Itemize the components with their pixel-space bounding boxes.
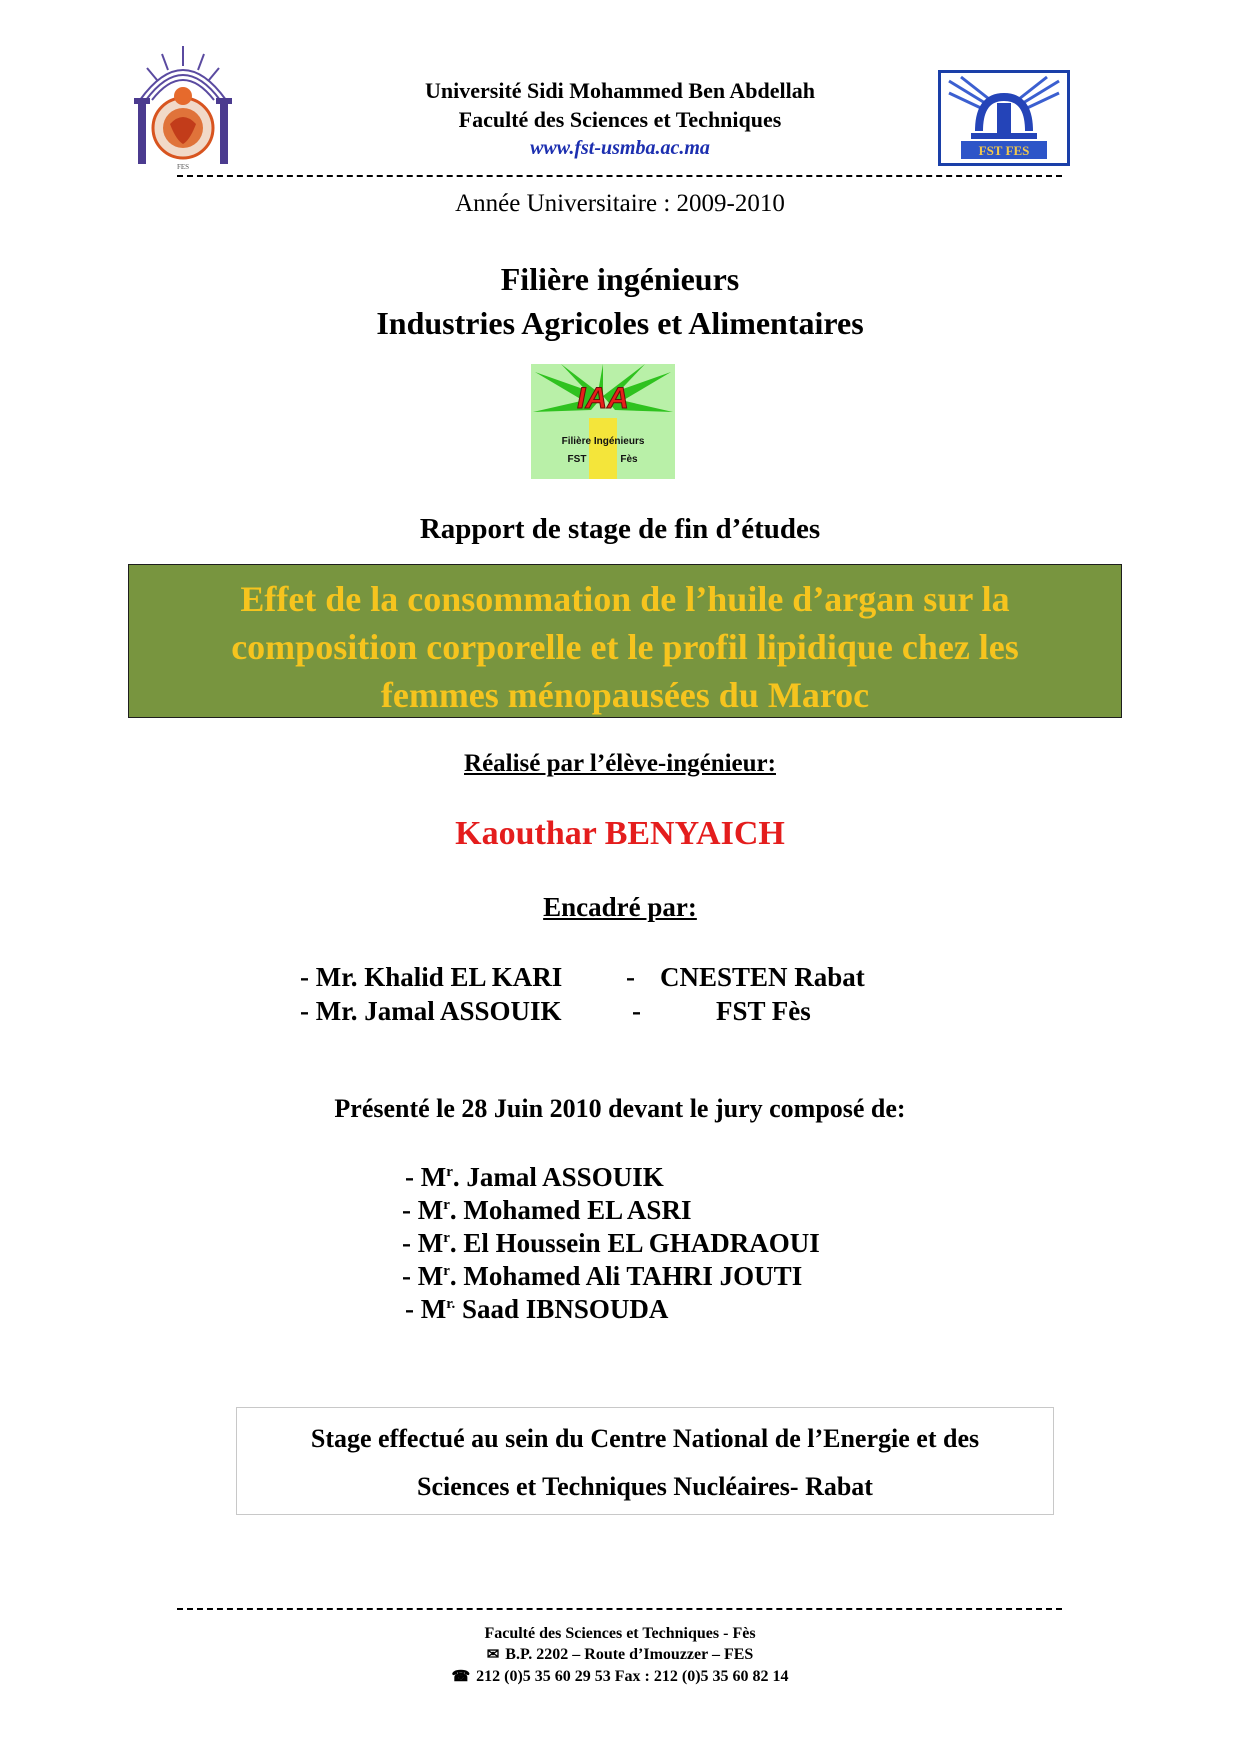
supervisor-row	[0, 994, 1240, 1028]
report-title-line-3: femmes ménopausées du Maroc	[380, 675, 870, 715]
footer-line-1: Faculté des Sciences et Techniques - Fès	[484, 1625, 756, 1642]
jury-member: - $M^r$. Jamal ASSOUIK	[405, 1162, 664, 1192]
supervisor-separator: -	[626, 962, 635, 992]
header-institution	[340, 76, 900, 162]
supervisor-separator: -	[632, 996, 641, 1026]
iaa-logo-sub-2a: FST	[567, 454, 587, 465]
program-line-2: Industries Agricoles et Alimentaires	[376, 305, 864, 341]
fst-fes-logo	[938, 70, 1070, 166]
academic-year: Année Universitaire : 2009-2010	[455, 190, 785, 217]
university-name: Université Sidi Mohammed Ben Abdellah	[425, 78, 815, 103]
supervisor-name: - Mr. Jamal ASSOUIK	[300, 996, 562, 1026]
report-title-box	[128, 564, 1122, 718]
fst-logo-text: FST FES	[978, 143, 1030, 158]
iaa-logo-text: IAA	[577, 382, 629, 415]
report-type: Rapport de stage de fin d’études	[419, 513, 821, 545]
author-label: Réalisé par l’élève-ingénieur:	[464, 750, 776, 777]
jury-member: - $M^r$. Mohamed EL ASRI	[402, 1195, 692, 1225]
iaa-logo-sub-2b: Fès	[620, 454, 638, 465]
report-title	[129, 575, 1121, 719]
supervisor-institution: CNESTEN Rabat	[660, 962, 865, 992]
program-title	[240, 257, 1000, 345]
iaa-logo-sub-1: Filière Ingénieurs	[561, 436, 645, 447]
supervisors-label: Encadré par:	[543, 892, 697, 922]
faculty-name: Faculté des Sciences et Techniques	[458, 107, 782, 132]
internship-location-box	[236, 1407, 1054, 1515]
jury-member: - $M^{r.}$ Saad IBNSOUDA	[405, 1294, 669, 1324]
phone-icon: ☎	[451, 1669, 471, 1685]
supervisor-name: - Mr. Khalid EL KARI	[300, 962, 563, 992]
jury-member: - $M^r$. Mohamed Ali TAHRI JOUTI	[402, 1261, 803, 1291]
footer-line-3: ☎ 212 (0)5 35 60 29 53 Fax : 212 (0)5 35 60 82 14	[340, 1666, 900, 1688]
header-divider	[177, 175, 1062, 177]
iaa-palm-logo	[531, 364, 675, 479]
footer-divider	[177, 1608, 1062, 1610]
internship-line-2: Sciences et Techniques Nucléaires- Rabat	[417, 1472, 873, 1501]
usmba-crest-logo	[132, 40, 234, 172]
svg-text:FES: FES	[176, 163, 190, 171]
supervisor-institution: FST Fès	[716, 996, 811, 1026]
internship-line-1: Stage effectué au sein du Centre National de l’Energie et des	[310, 1424, 980, 1453]
program-line-1: Filière ingénieurs	[500, 261, 740, 297]
student-name: Kaouthar BENYAICH	[455, 815, 785, 852]
footer-address	[340, 1623, 900, 1688]
supervisor-row	[0, 960, 1240, 994]
report-title-line-2: composition corporelle et le profil lipidique chez les	[231, 627, 1019, 667]
report-title-line-1: Effet de la consommation de l’huile d’argan sur la	[240, 579, 1010, 619]
website-link[interactable]: www.fst-usmba.ac.ma	[530, 137, 710, 159]
jury-member: - $M^r$. El Houssein EL GHADRAOUI	[402, 1228, 820, 1258]
footer-line-2: ✉ B.P. 2202 – Route d’Imouzzer – FES	[340, 1644, 900, 1666]
presentation-date: Présenté le 28 Juin 2010 devant le jury composé de:	[334, 1094, 906, 1123]
mail-icon: ✉	[486, 1647, 500, 1663]
